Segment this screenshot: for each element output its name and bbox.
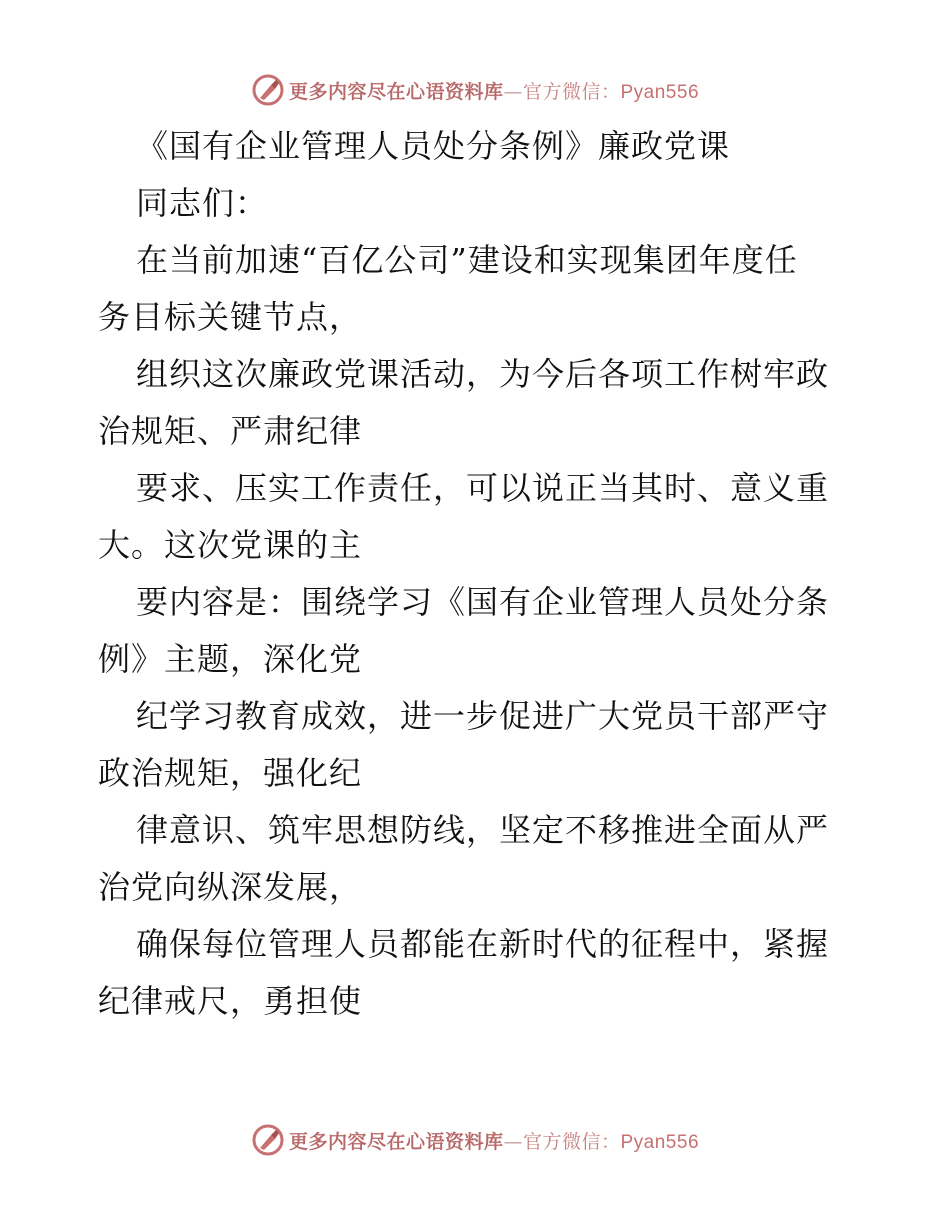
footer-watermark <box>0 1120 950 1160</box>
document-body <box>98 118 858 1030</box>
paragraph-line: 要求、压实工作责任，可以说正当其时、意义重 <box>136 469 830 507</box>
watermark-brand: 更多内容尽在心语资料库 <box>288 80 504 103</box>
paragraph-line: 确保每位管理人员都能在新时代的征程中，紧握 <box>136 925 830 963</box>
paragraph-line: 在当前加速“百亿公司”建设和实现集团年度任 <box>136 241 798 279</box>
document-title: 《国有企业管理人员处分条例》廉政党课 <box>136 127 731 165</box>
watermark-wechat-id: Pyan556 <box>620 81 700 103</box>
pen-nib-logo-icon <box>251 1123 285 1157</box>
paragraph-line: 纪学习教育成效，进一步促进广大党员干部严守 <box>136 697 830 735</box>
watermark-separator: — <box>503 1130 523 1153</box>
watermark-text <box>289 77 699 104</box>
paragraph-line: 务目标关键节点， <box>98 298 363 336</box>
pen-nib-logo-icon <box>251 73 285 107</box>
salutation: 同志们： <box>136 184 269 222</box>
paragraph-line: 例》主题，深化党 <box>98 640 363 678</box>
paragraph-line: 要内容是：围绕学习《国有企业管理人员处分条 <box>136 583 830 621</box>
watermark-wechat-label: 官方微信： <box>522 80 621 103</box>
paragraph-line: 治规矩、严肃纪律 <box>98 412 363 450</box>
header-watermark <box>0 70 950 110</box>
paragraph-line: 组织这次廉政党课活动，为今后各项工作树牢政 <box>136 355 830 393</box>
watermark-wechat-id: Pyan556 <box>620 1131 700 1153</box>
watermark-text <box>289 1127 699 1154</box>
paragraph-line: 政治规矩，强化纪 <box>98 754 363 792</box>
paragraph-line: 治党向纵深发展， <box>98 868 363 906</box>
watermark-wechat-label: 官方微信： <box>522 1130 621 1153</box>
watermark-separator: — <box>503 80 523 103</box>
paragraph-line: 纪律戒尺，勇担使 <box>98 982 363 1020</box>
watermark-brand: 更多内容尽在心语资料库 <box>288 1130 504 1153</box>
paragraph-line: 律意识、筑牢思想防线，坚定不移推进全面从严 <box>136 811 830 849</box>
paragraph-line: 大。这次党课的主 <box>98 526 363 564</box>
